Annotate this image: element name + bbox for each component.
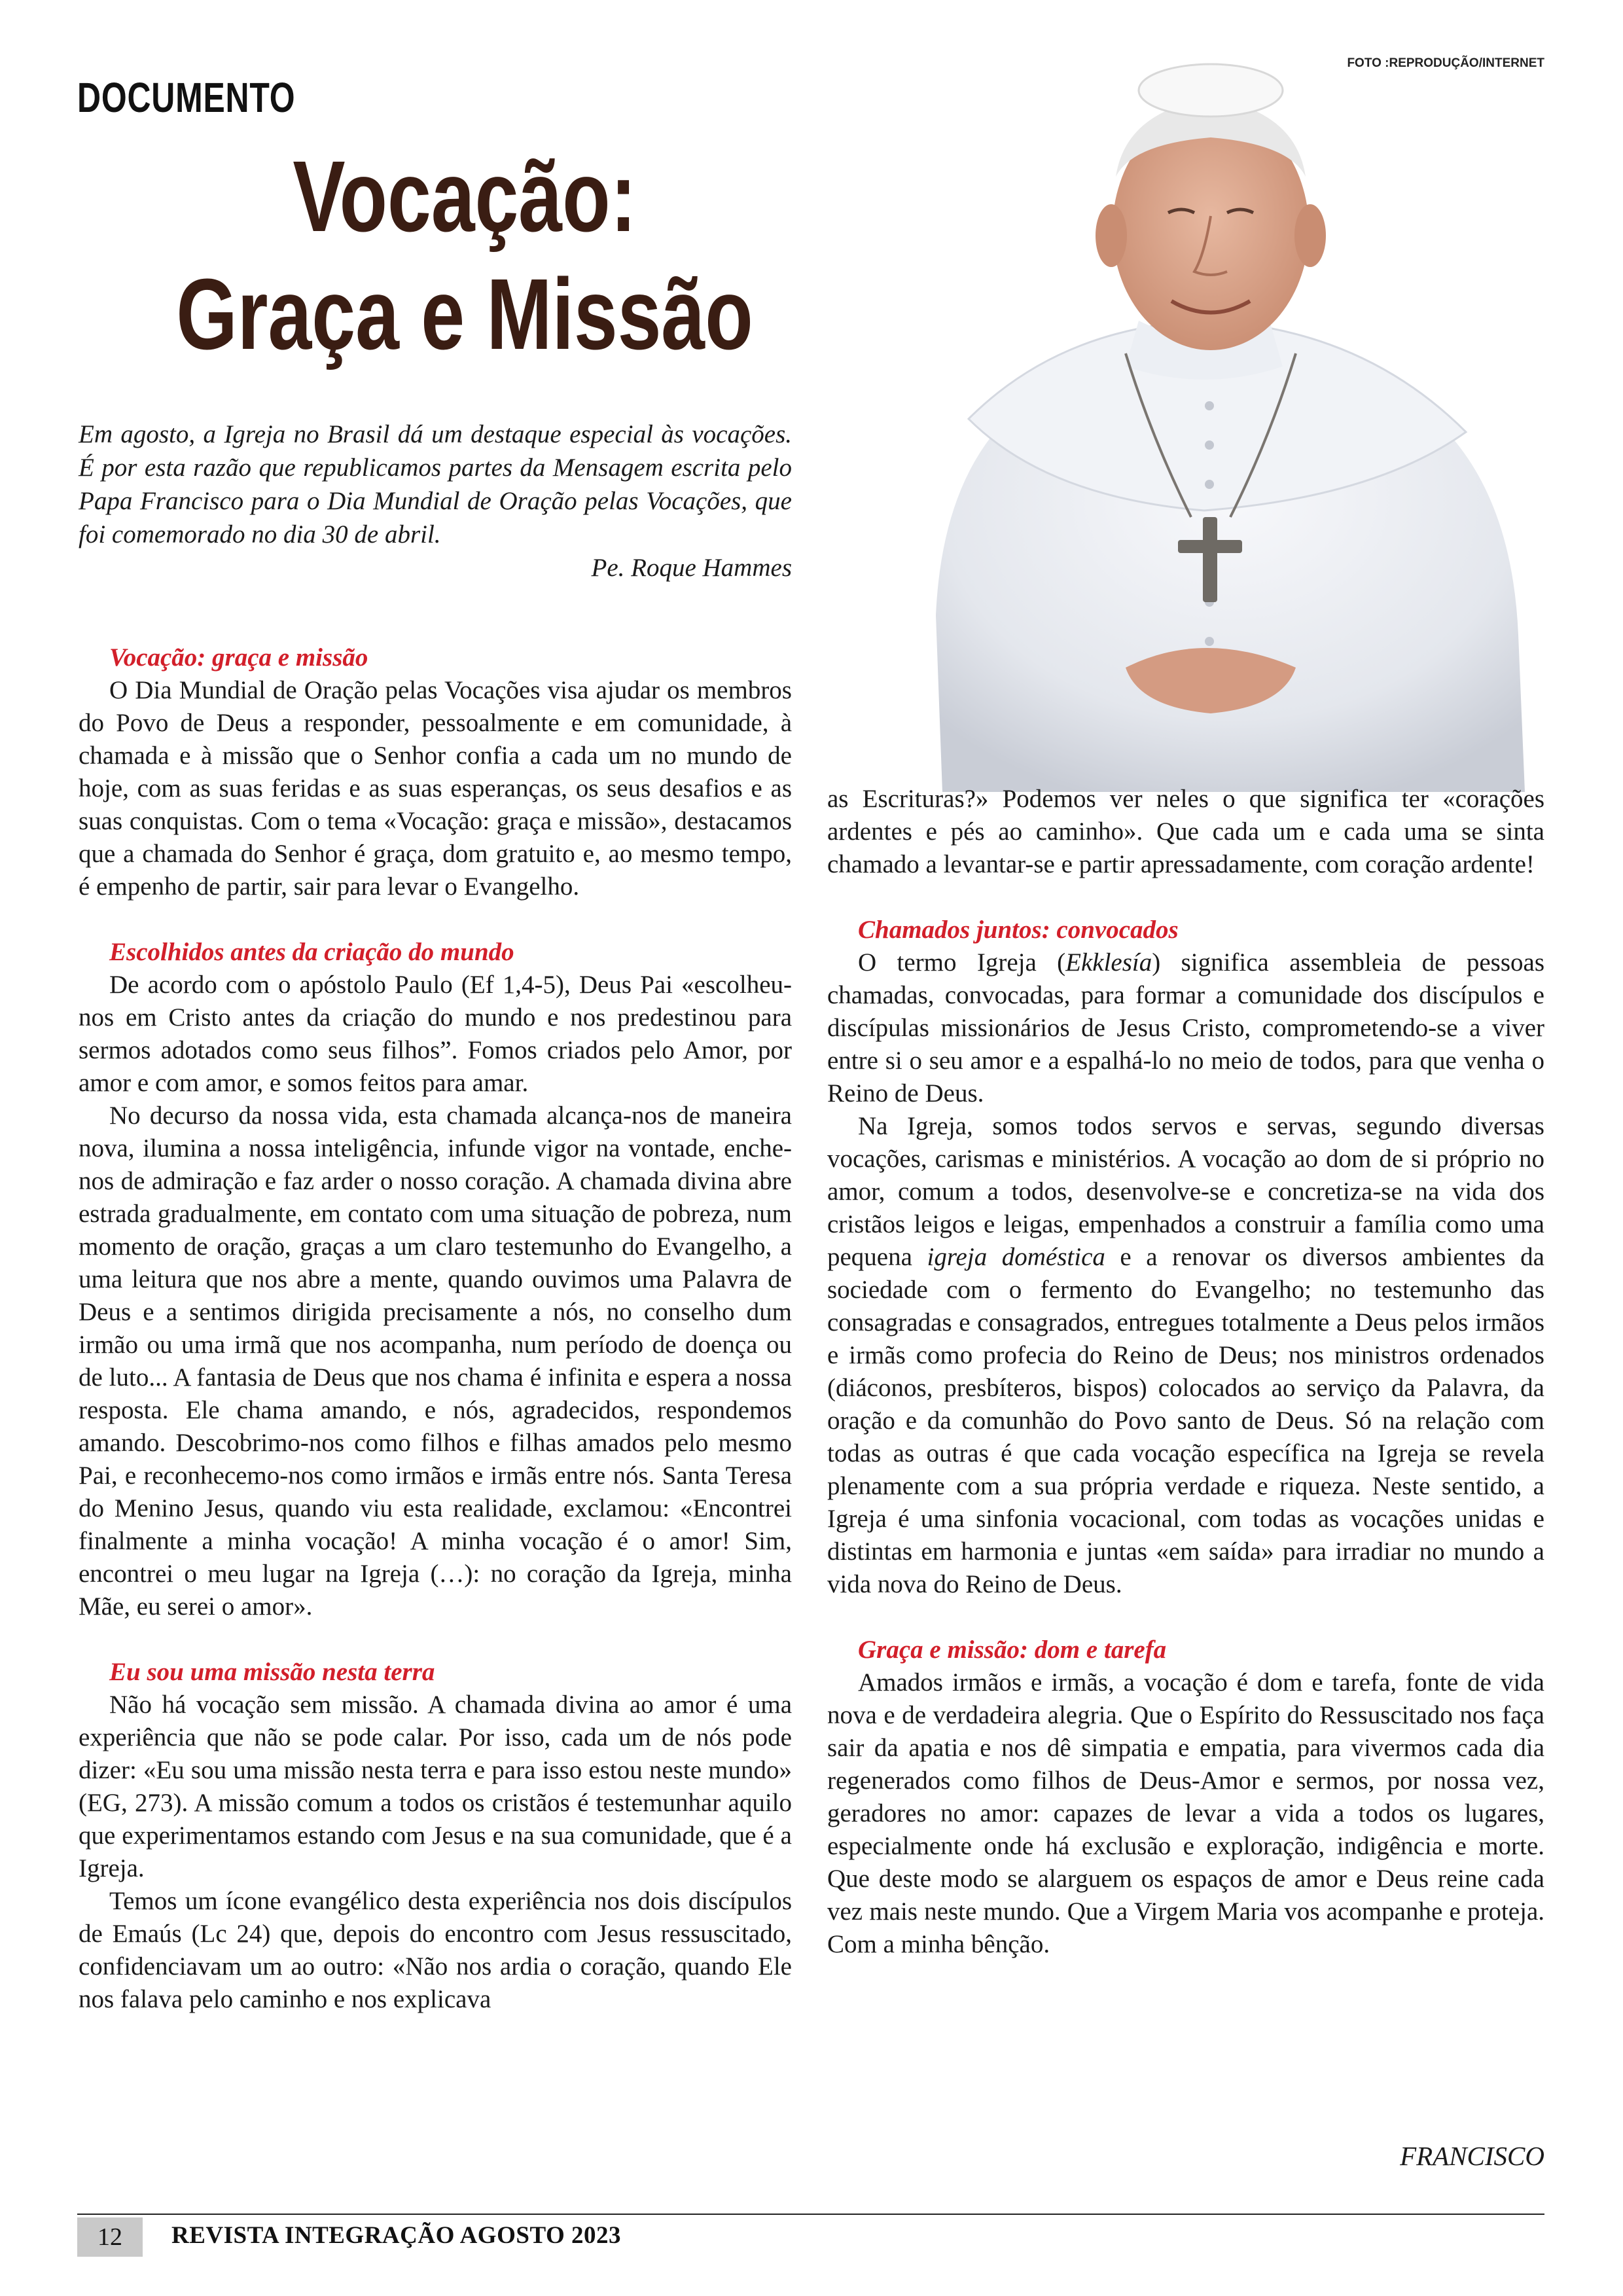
paragraph: O Dia Mundial de Oração pelas Vocações visa ajudar os membros do Povo de Deus a responder, pessoalmente e em comunidade, à chamada e à missão que o Senhor confia a cada um no mundo de hoje, com as suas feridas e as suas esperanças, os seus desafios e as suas conquistas. Com o tema «Vocação: graça e missão», destacamos que a chamada do Senhor é graça, dom gratuito e, ao mesmo tempo, é empenho de partir, sair para levar o Evangelho. [79,676,792,901]
section-heading-5: Graça e missão: dom e tarefa [858,1636,1167,1664]
title-line-1: Vocação: [293,140,637,253]
section-heading-2: Escolhidos antes da criação do mundo [109,938,514,966]
article-column-left [79,641,792,2016]
text-run: e a renovar os diversos ambientes da sociedade com o fermento do Evangelho; no testemunho das consagradas e consagrados, entregues totalmente a Deus pelos irmãos e irmãs como profecia do Reino de Deus; nos ministros ordenados (diáconos, presbíteros, bispos) colocados ao serviço da Palavra, da oração e da comunhão do Povo santo de Deus. Só na relação com todas as outras é que cada vocação específica na Igreja se revela plenamente com a sua própria verdade e riqueza. Neste sentido, a Igreja é uma sinfonia vocacional, com todas as vocações unidas e distintas em harmonia e juntas «em saída» para irradiar no mundo a vida nova do Reino de Deus. [827,1243,1544,1598]
photo-credit: FOTO :REPRODUÇÃO/INTERNET [1347,56,1544,70]
article-column-right [827,783,1544,1961]
section-label: DOCUMENTO [77,74,296,121]
page-number: 12 [77,2217,143,2257]
paragraph: as Escrituras?» Podemos ver neles o que significa ter «corações ardentes e pés ao caminho». Que cada um e cada uma se sinta chamado a levantar-se e partir apressadamente, com coração ardente! [827,785,1544,878]
text-run: Na Igreja, somos todos servos e servas, segundo diversas vocações, carismas e ministérios. A vocação ao dom de si próprio no amor, comum a todos, desenvolve-se e concretiza-se na vida dos cristãos leigos e leigas, empenhados a construir a família como uma pequena [827,1112,1544,1271]
intro-block [79,418,792,584]
section-heading-3: Eu sou uma missão nesta terra [109,1658,435,1686]
term-emphasis: Ekklesía [1065,948,1152,977]
pope-francis-photo [864,13,1558,792]
paragraph: Não há vocação sem missão. A chamada divina ao amor é uma experiência que não se pode calar. Por isso, cada um de nós pode dizer: «Eu sou uma missão nesta terra e para isso estou neste mundo» (EG, 273). A missão comum a todos os cristãos é testemunhar aquilo que experimentamos estando com Jesus e na sua comunidade, que é a Igreja. [79,1691,792,1882]
text-run: ) significa assembleia de pessoas chamadas, convocadas, para formar a comunidade dos discípulos e discípulas missionários de Jesus Cristo, comprometendo-se a viver entre si o seu amor e a espalhá-lo no meio de todos, para que venha o Reino de Deus. [827,948,1544,1107]
paragraph [827,946,1544,1110]
paragraph: Temos um ícone evangélico desta experiência nos dois discípulos de Emaús (Lc 24) que, depois do encontro com Jesus ressuscitado, confidenciavam um ao outro: «Não nos ardia o coração, quando Ele nos falava pelo caminho e nos explicava [79,1887,792,2013]
paragraph [827,1110,1544,1601]
term-emphasis: igreja doméstica [927,1243,1105,1271]
paragraph: De acordo com o apóstolo Paulo (Ef 1,4-5), Deus Pai «escolheu-nos em Cristo antes da criação do mundo e nos predestinou para sermos adotados como seus filhos”. Fomos criados pelo Amor, por amor e com amor, e somos feitos para amar. [79,971,792,1097]
text-run: O termo Igreja ( [858,948,1066,977]
intro-text: Em agosto, a Igreja no Brasil dá um destaque especial às vocações. É por esta razão que republicamos partes da Mensagem escrita pelo Papa Francisco para o Dia Mundial de Oração pelas Vocações, que foi comemorado no dia 30 de abril. [79,420,792,548]
paragraph: No decurso da nossa vida, esta chamada alcança-nos de maneira nova, ilumina a nossa inteligência, infunde vigor na vontade, enche-nos de admiração e faz arder o nosso coração. A chamada divina abre estrada gradualmente, em contato com uma situação de pobreza, num momento de oração, graças a um claro testemunho do Evangelho, a uma leitura que nos abre a mente, quando ouvimos uma Palavra de Deus e a sentimos dirigida precisamente a nós, no conselho dum irmão ou uma irmã que nos acompanha, num período de doença ou de luto... A fantasia de Deus que nos chama é infinita e espera a nossa resposta. Ele chama amando, e nós, agradecidos, respondemos amando. Descobrimo-nos como filhos e filhas amados pelo mesmo Pai, e reconhecemo-nos como irmãos e irmãs entre nós. Santa Teresa do Menino Jesus, quando viu esta realidade, exclamou: «Encontrei finalmente a minha vocação! A minha vocação é o amor! Sim, encontrei o meu lugar na Igreja (…): no coração da Igreja, minha Mãe, eu serei o amor». [79,1102,792,1621]
intro-author: Pe. Roque Hammes [591,554,792,582]
footer-divider [77,2214,1544,2215]
section-heading-1: Vocação: graça e missão [109,643,368,672]
title-line-2: Graça e Missão [176,258,753,370]
section-heading-4: Chamados juntos: convocados [858,916,1179,944]
signature: FRANCISCO [1400,2141,1544,2171]
article-title [164,137,766,373]
magazine-name: REVISTA INTEGRAÇÃO AGOSTO 2023 [171,2222,621,2249]
paragraph: Amados irmãos e irmãs, a vocação é dom e tarefa, fonte de vida nova e de verdadeira alegria. Que o Espírito do Ressuscitado nos faça sair da apatia e nos dê simpatia e empatia, para vivermos cada dia regenerados como filhos de Deus-Amor e sermos, por nossa vez, geradores no amor: capazes de levar a vida a todos os lugares, especialmente onde há exclusão e exploração, indigência e morte. Que deste modo se alarguem os espaços de amor e Deus reine cada vez mais neste mundo. Que a Virgem Maria vos acompanhe e proteja. Com a minha bênção. [827,1668,1544,1958]
